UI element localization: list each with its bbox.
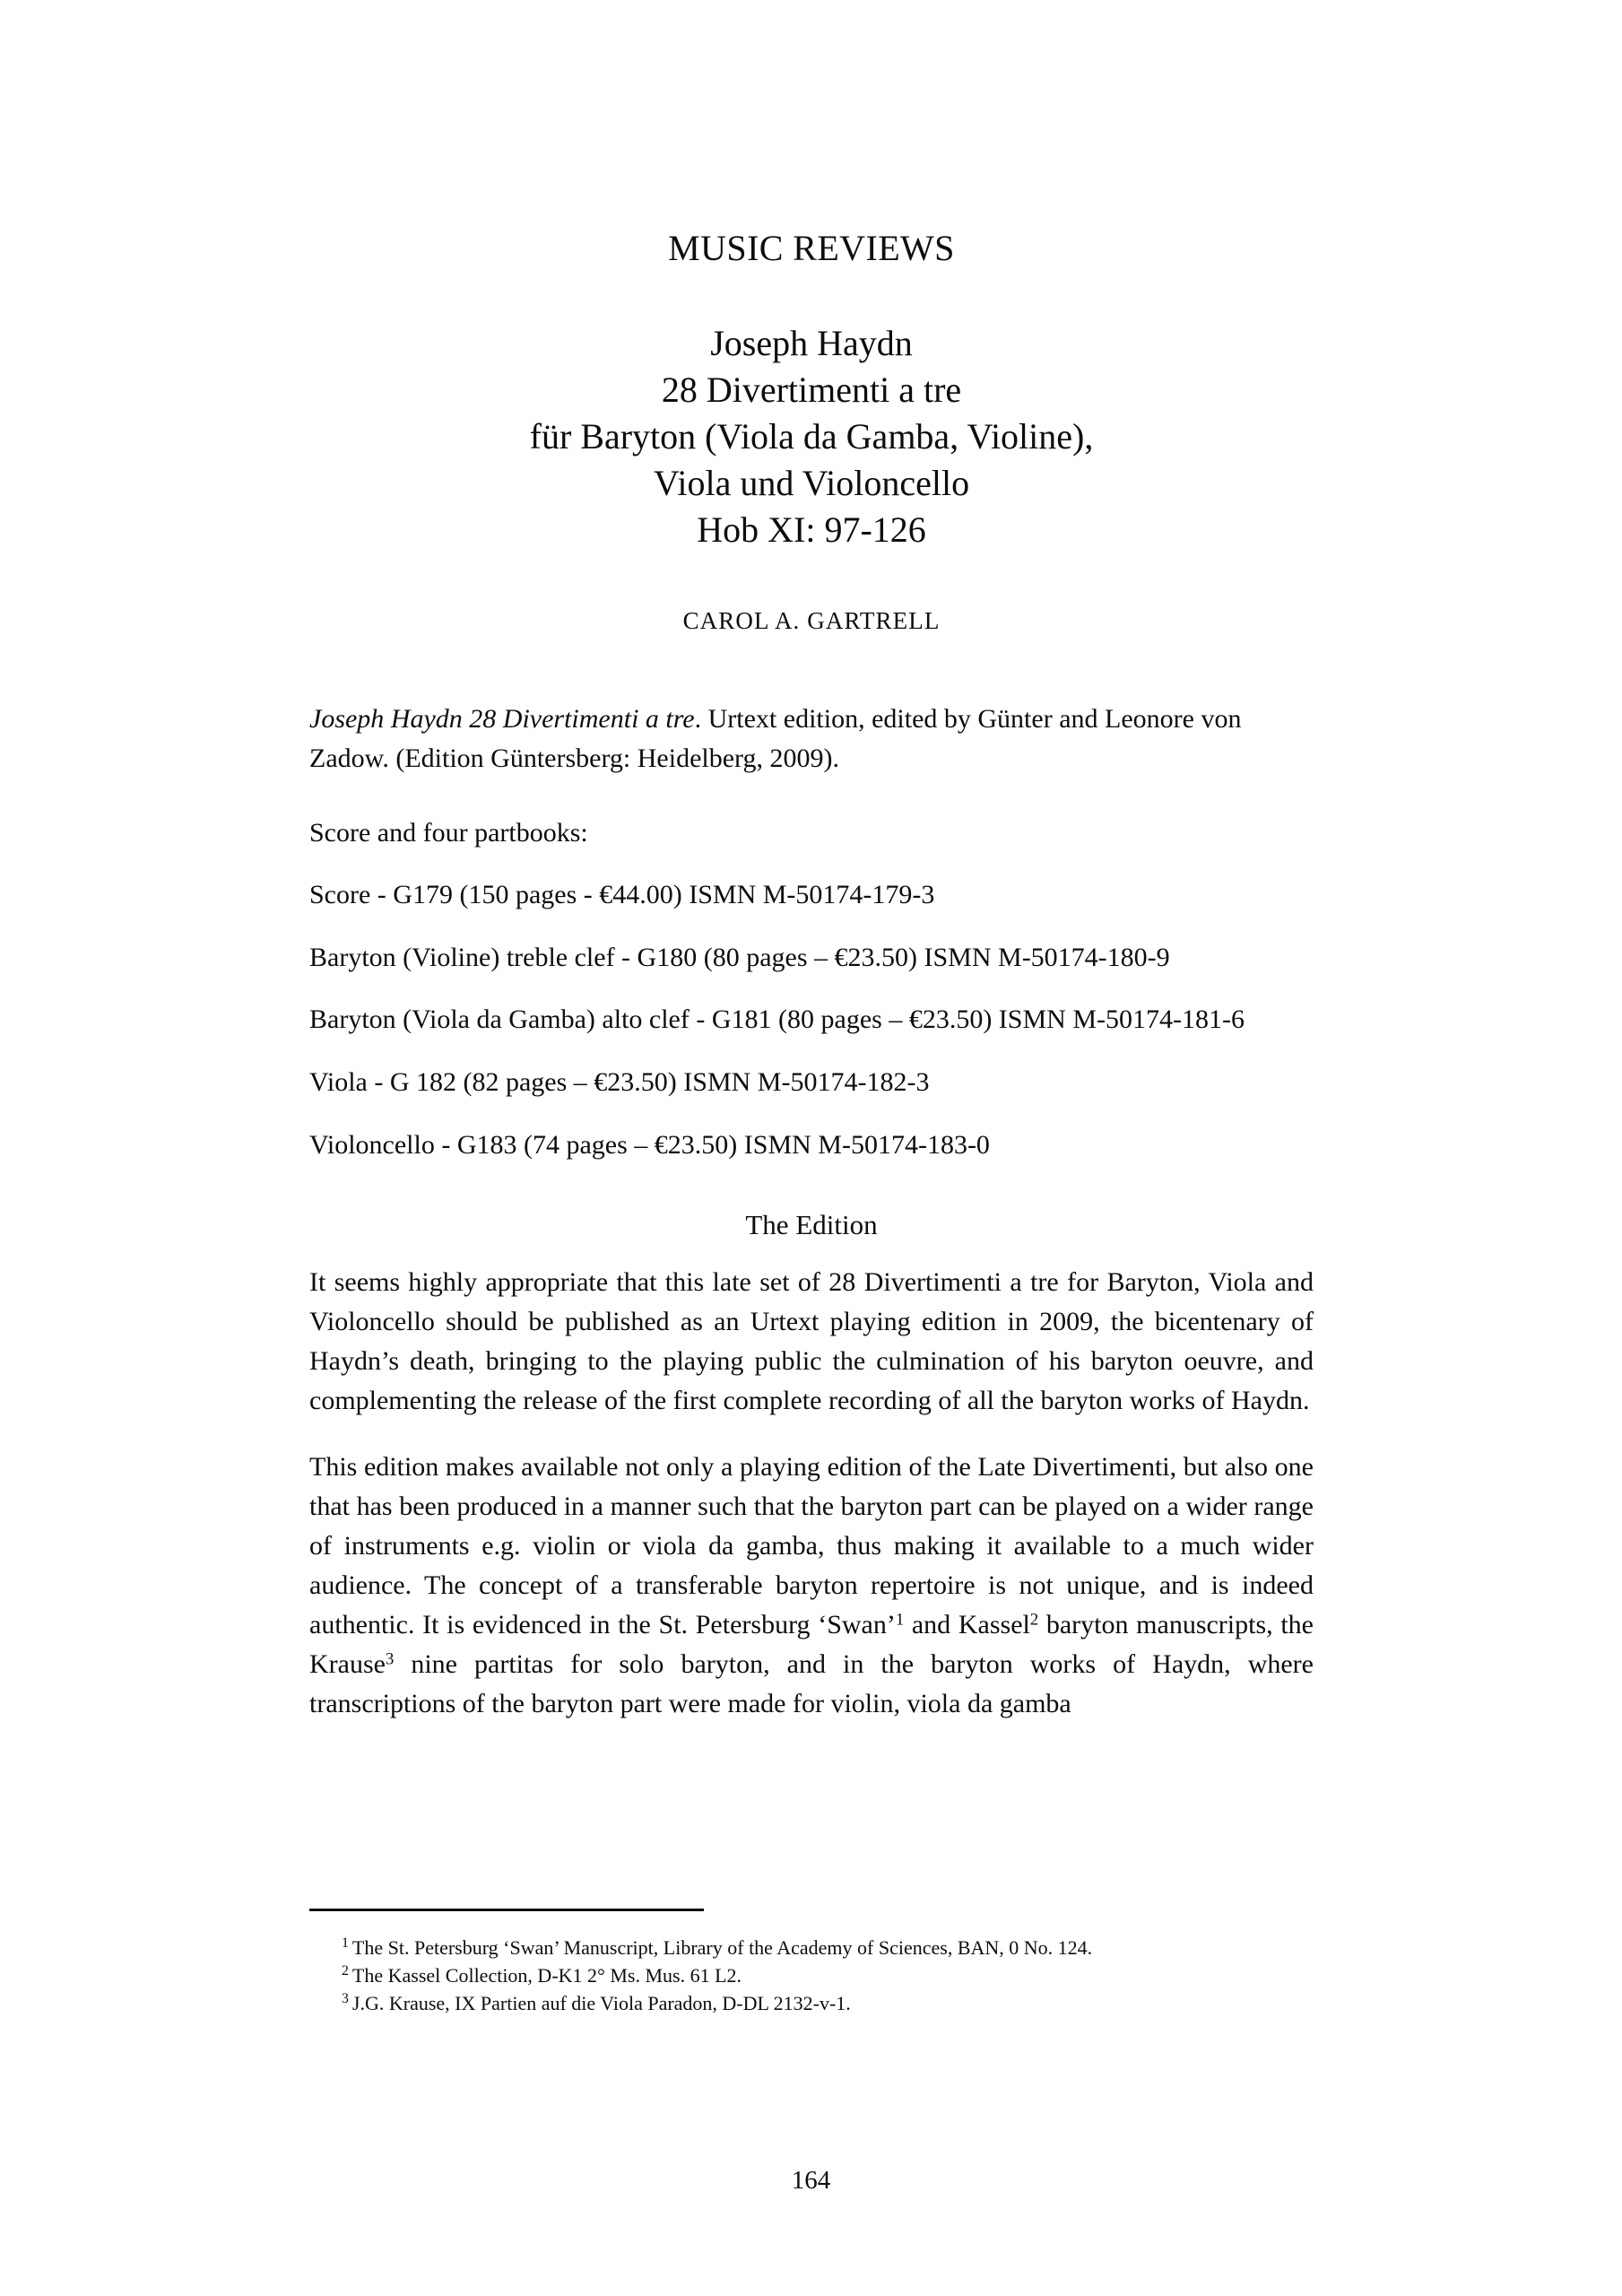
footnote-marker-1[interactable]: 1	[895, 1609, 905, 1629]
footnote-marker-2[interactable]: 2	[1029, 1609, 1039, 1629]
body-paragraph-1: It seems highly appropriate that this late set of 28 Divertimenti a tre for Baryton, Viola and Violoncello should be published as an Urtext playing edition in 2009, the bicentenary of Haydn’s death, bringing to the playing public the culmination of his baryton oeuvre, and complementing the release of the first complete recording of all the baryton works of Haydn.	[309, 1267, 1314, 1415]
work-title-line-1: Joseph Haydn	[710, 323, 913, 363]
edition-citation	[309, 700, 1314, 778]
author-byline: CAROL A. GARTRELL	[682, 607, 941, 634]
section-heading-the-edition: The Edition	[745, 1209, 878, 1241]
para2-part-b: and Kassel	[904, 1609, 1030, 1639]
citation-italic-title: Joseph Haydn 28 Divertimenti a tre	[309, 704, 695, 734]
para2-part-a: This edition makes available not only a playing edition of the Late Divertimenti, but also one that has been produced in a manner such that the baryton part can be played on a wider range of instruments e.g. violin or viola da gamba, thus making it available to a much wider audience. The concept of a transferable baryton repertoire is not unique, and is indeed authentic. It is evidenced in the St. Petersburg ‘Swan’	[309, 1451, 1314, 1639]
page-content-column	[309, 0, 1314, 1750]
footnote-3	[309, 1990, 1314, 2018]
footnote-2-marker: 2	[342, 1962, 349, 1979]
page-number: 164	[791, 2166, 831, 2195]
partbook-item-violoncello: Violoncello - G183 (74 pages – €23.50) ISMN M-50174-183-0	[309, 1129, 990, 1160]
para2-part-d: nine partitas for solo baryton, and in the baryton works of Haydn, where transcriptions of the baryton part were made for violin, viola da gamba	[309, 1648, 1314, 1718]
body-paragraph-2	[309, 1448, 1314, 1724]
footnote-1-text: The St. Petersburg ‘Swan’ Manuscript, Library of the Academy of Sciences, BAN, 0 No. 124.	[351, 1936, 1093, 1959]
work-title-line-2: 28 Divertimenti a tre	[661, 370, 962, 410]
footnote-1	[309, 1935, 1314, 1962]
work-title-line-3: für Baryton (Viola da Gamba, Violine),	[529, 416, 1094, 457]
footnote-2	[309, 1962, 1314, 1990]
footnote-2-text: The Kassel Collection, D-K1 2° Ms. Mus. 61 L2.	[351, 1963, 742, 1987]
footnote-area	[309, 1909, 1314, 2017]
partbook-item-score: Score - G179 (150 pages - €44.00) ISMN M-50174-179-3	[309, 880, 935, 910]
running-head: MUSIC REVIEWS	[668, 228, 955, 268]
partbook-intro: Score and four partbooks:	[309, 817, 588, 848]
footnote-3-text: J.G. Krause, IX Partien auf die Viola Paradon, D-DL 2132-v-1.	[351, 1991, 851, 2014]
partbook-item-viola: Viola - G 182 (82 pages – €23.50) ISMN M-50174-182-3	[309, 1066, 930, 1097]
footnote-marker-3[interactable]: 3	[385, 1648, 395, 1668]
work-title-block	[309, 320, 1314, 553]
footnote-3-marker: 3	[342, 1990, 349, 2006]
work-title-line-5: Hob XI: 97-126	[697, 509, 926, 550]
partbook-item-baryton-violine: Baryton (Violine) treble clef - G180 (80 pages – €23.50) ISMN M-50174-180-9	[309, 942, 1170, 972]
footnote-1-marker: 1	[342, 1935, 349, 1952]
work-title-line-4: Viola und Violoncello	[653, 463, 970, 503]
footnote-separator-rule	[309, 1909, 704, 1911]
citation-rest: . Urtext edition, edited by Günter and Leonore von Zadow. (Edition Güntersberg: Heidelberg, 2009).	[309, 704, 1242, 773]
para2-part-c: baryton manuscripts, the Krause	[309, 1609, 1314, 1679]
partbook-item-baryton-gamba: Baryton (Viola da Gamba) alto clef - G181 (80 pages – €23.50) ISMN M-50174-181-6	[309, 1004, 1245, 1035]
partbook-list	[309, 814, 1314, 1165]
